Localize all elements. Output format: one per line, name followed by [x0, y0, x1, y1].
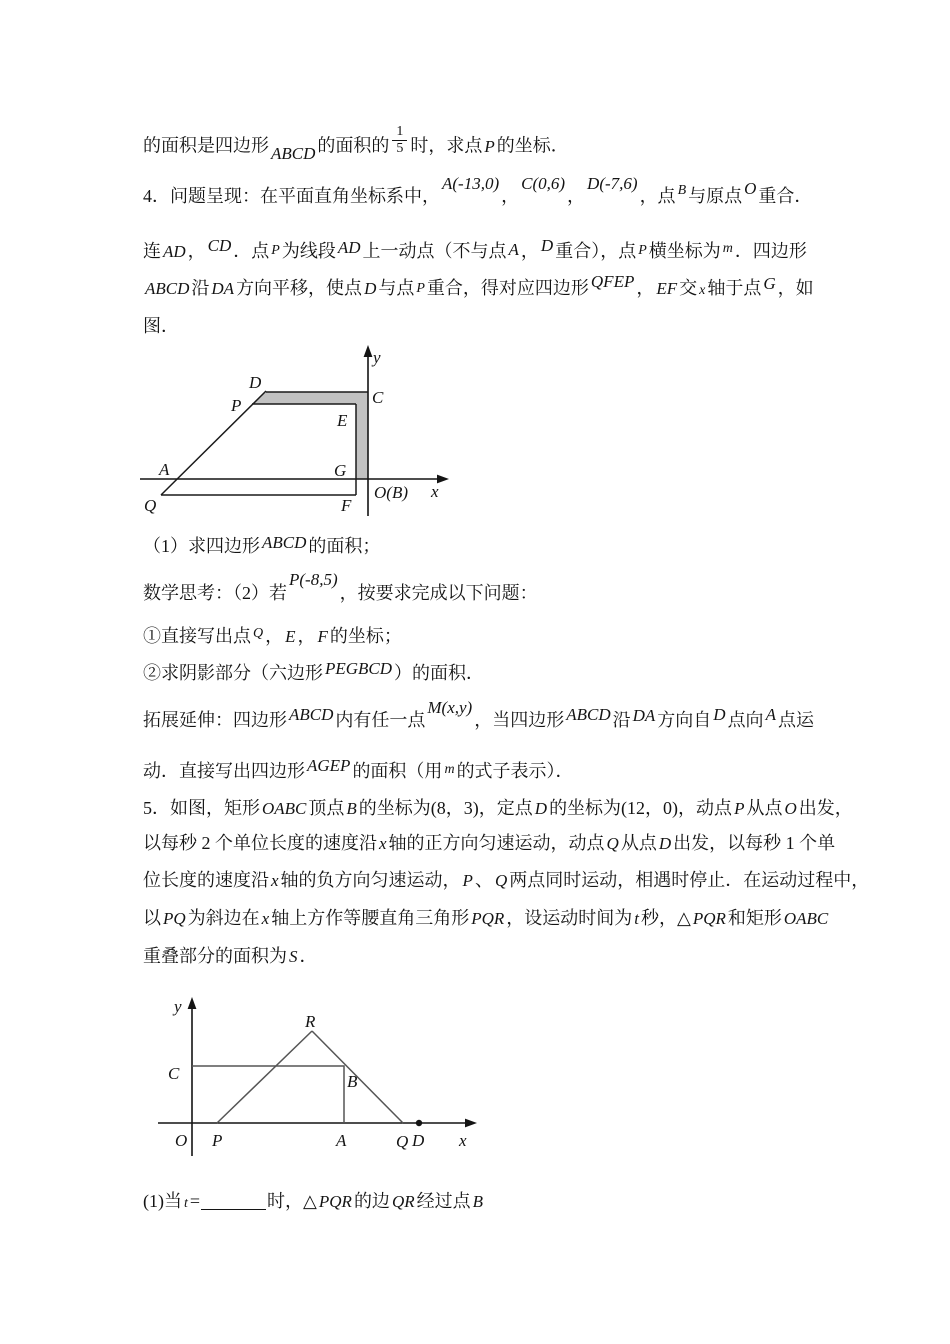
math-run: D [534, 799, 548, 818]
math-run: A [765, 705, 776, 724]
segment-PR [217, 1031, 312, 1123]
x-axis-arrow-icon [465, 1119, 477, 1128]
x-axis-label: x [431, 482, 439, 501]
math-run: Q [606, 834, 619, 853]
math-run: D [540, 236, 554, 255]
math-run: G [763, 274, 776, 293]
math-run: PQR [692, 909, 726, 928]
math-run: P(-8,5) [289, 570, 338, 589]
point-label-Q: Q [144, 496, 157, 515]
text-run: ， [501, 186, 520, 206]
text-run: 和矩形 [727, 908, 782, 928]
point-label-R: R [305, 1012, 316, 1031]
text-run: 重叠部分的面积为 [143, 946, 287, 966]
text-run: 交 [679, 278, 698, 298]
text-run: 的面积（用 [352, 761, 443, 781]
point-label-D: D [412, 1131, 425, 1150]
text-run: 内有任一点 [335, 710, 426, 730]
math-run: O [744, 179, 757, 198]
text-run: ．点 [233, 241, 270, 261]
y-axis-arrow-icon [364, 345, 373, 357]
math-run: m [444, 762, 455, 777]
text-run: 位长度的速度沿 [143, 870, 269, 890]
figure2-coordinate-diagram [150, 990, 490, 1162]
text-run: 与点 [378, 278, 415, 298]
math-run: Q [494, 871, 508, 890]
point-label-P: P [212, 1131, 223, 1150]
math-run: B [677, 183, 687, 198]
text-line [143, 570, 538, 606]
text-run: 时，△ [267, 1191, 317, 1211]
math-run: CD [207, 236, 232, 255]
text-run: 秒，△ [641, 908, 691, 928]
math-run: B [346, 799, 357, 818]
text-run: 沿 [612, 710, 631, 730]
point-label-A: A [159, 460, 170, 479]
text-run: 动．直接写出四边形 [143, 761, 305, 781]
math-run: P [638, 243, 647, 258]
text-run: ， [636, 278, 655, 298]
text-line [143, 944, 318, 969]
math-run: Q [253, 626, 264, 641]
text-run: 点向 [727, 710, 764, 730]
math-run: P [734, 799, 745, 818]
text-run: ， [187, 241, 206, 261]
math-run: A(-13,0) [442, 174, 500, 193]
math-run: x [261, 909, 270, 928]
point-label-G: G [334, 461, 347, 480]
text-run: ，如 [777, 278, 814, 298]
text-line [143, 661, 484, 686]
fraction-denominator: 5 [396, 141, 404, 157]
math-run: PQR [318, 1192, 352, 1211]
text-run: 的坐标； [329, 626, 402, 646]
x-axis-arrow-icon [437, 475, 449, 484]
math-run: x [699, 283, 706, 298]
text-run: 重合，得对应四边形 [426, 278, 589, 298]
math-run: ABCD [145, 279, 190, 298]
text-run: 从点 [620, 833, 657, 853]
text-run: 沿 [191, 278, 210, 298]
text-run: 出发，以每秒 1 个单 [673, 833, 836, 853]
math-run: B [472, 1192, 483, 1211]
math-run: QR [391, 1192, 415, 1211]
text-run: 时，求点 [410, 135, 483, 156]
text-run: ， [265, 626, 284, 646]
text-line [143, 756, 574, 786]
y-axis-label: y [373, 348, 381, 367]
math-run: E [285, 627, 296, 646]
point-label-C: C [168, 1064, 180, 1083]
text-run: 、 [474, 870, 493, 890]
math-run: D [713, 705, 726, 724]
text-run: (1)当 [143, 1191, 182, 1211]
text-run: 轴上方作等腰直角三角形 [271, 908, 470, 928]
math-run: F [317, 627, 328, 646]
text-run: ，按要求完成以下问题： [339, 583, 538, 603]
text-run: 图． [143, 316, 179, 336]
point-D-dot [416, 1120, 422, 1126]
text-run: 重合），点 [555, 241, 637, 261]
text-line [143, 796, 853, 821]
text-run: 点运 [777, 710, 814, 730]
fraction [392, 124, 407, 157]
text-run: 拓展延伸：四边形 [143, 710, 287, 730]
math-run: x [271, 871, 279, 890]
text-run: ， [567, 186, 586, 206]
shaded-region-PEGBCD [252, 392, 368, 479]
math-run: PEGBCD [325, 659, 393, 678]
text-run: 重合． [758, 186, 813, 206]
math-run: PQ [163, 909, 186, 928]
text-line [143, 534, 380, 559]
text-run: ，点 [639, 186, 676, 206]
text-run: 4．问题呈现：在平面直角坐标系中， [143, 186, 440, 206]
text-run: ①直接写出点 [143, 626, 251, 646]
math-run: A [508, 240, 519, 259]
math-run: DA [632, 706, 656, 725]
origin-label-OB: O(B) [374, 483, 408, 502]
math-run: m [722, 241, 733, 256]
point-label-Q: Q [396, 1132, 409, 1151]
text-line [143, 174, 813, 211]
blank-underline [201, 1192, 266, 1210]
text-run: 顶点 [308, 798, 345, 818]
math-run: C(0,6) [521, 174, 566, 193]
text-run: 从点 [746, 798, 783, 818]
text-run: 与原点 [688, 186, 743, 206]
text-line [143, 272, 814, 303]
math-run: x [379, 834, 387, 853]
math-run: D [364, 279, 377, 298]
text-run: 的式子表示）． [456, 761, 574, 781]
text-run: = [189, 1191, 201, 1211]
text-run: 轴的正方向匀速运动，动点 [388, 833, 605, 853]
y-axis-arrow-icon [188, 997, 197, 1009]
text-run: 方向平移，使点 [236, 278, 363, 298]
figure1-coordinate-diagram [130, 340, 460, 524]
text-run: ．四边形 [734, 241, 807, 261]
origin-label-O: O [175, 1131, 188, 1150]
math-run: ABCD [262, 533, 307, 552]
text-run: ）的面积． [394, 663, 485, 683]
text-line [143, 124, 569, 164]
math-run: t [634, 909, 639, 928]
text-run: 横坐标为 [648, 241, 721, 261]
math-run: OABC [783, 909, 829, 928]
text-line [143, 314, 179, 339]
text-run: 数学思考：（2）若 [143, 583, 287, 603]
text-line [143, 624, 402, 651]
math-run: PQR [471, 909, 505, 928]
text-run: 经过点 [416, 1191, 471, 1211]
text-run: 为斜边在 [187, 908, 260, 928]
text-run: 连 [143, 241, 161, 261]
text-run: 两点同时运动，相遇时停止．在运动过程中， [509, 870, 870, 890]
text-run: 为线段 [281, 241, 336, 261]
math-run: ABCD [566, 705, 611, 724]
text-run: 5．如图，矩形 [143, 798, 260, 818]
math-run: OABC [262, 799, 307, 818]
point-label-D: D [249, 373, 262, 392]
x-axis-label: x [459, 1131, 467, 1150]
text-line [143, 831, 835, 856]
text-run: ． [299, 946, 318, 966]
text-run: 方向自 [657, 710, 712, 730]
math-run: AD [337, 238, 361, 257]
point-label-P: P [231, 396, 242, 415]
math-run: M(x,y) [427, 698, 473, 717]
math-run: S [289, 947, 298, 966]
text-run: 出发， [798, 798, 853, 818]
text-run: 以 [143, 908, 161, 928]
y-axis-label: y [174, 997, 182, 1016]
point-label-C: C [372, 388, 384, 407]
math-run: D(-7,6) [587, 174, 638, 193]
text-line [143, 236, 807, 266]
text-run: （1）求四边形 [143, 536, 260, 556]
point-label-A: A [336, 1131, 347, 1150]
text-run: 的坐标为(8，3)，定点 [358, 798, 533, 818]
text-run: ②求阴影部分（六边形 [143, 663, 323, 683]
point-label-B: B [347, 1072, 358, 1091]
math-run: t [184, 1196, 188, 1211]
math-run: QFEP [590, 272, 635, 291]
text-run: ， [520, 241, 539, 261]
math-run: O [784, 799, 797, 818]
text-run: 以每秒 2 个单位长度的速度沿 [143, 833, 377, 853]
math-run: EF [656, 279, 678, 298]
math-run: ABCD [271, 143, 316, 163]
math-run: DA [211, 279, 235, 298]
math-run: P [484, 136, 495, 156]
segment-RQ [312, 1031, 403, 1123]
math-run: AGEP [307, 756, 351, 775]
math-run: ABCD [289, 705, 334, 724]
text-line [143, 698, 814, 733]
text-run: 的面积是四边形 [143, 135, 269, 156]
text-run: 轴于点 [707, 278, 762, 298]
text-run: 的坐标． [496, 135, 569, 156]
text-run: 的坐标为(12，0)，动点 [549, 798, 733, 818]
text-run: ，当四边形 [474, 710, 565, 730]
math-run: D [658, 834, 672, 853]
math-run: P [416, 281, 425, 296]
text-run: ， [297, 626, 316, 646]
point-label-E: E [337, 411, 348, 430]
math-run: AD [163, 242, 186, 261]
text-run: 上一动点（不与点 [362, 241, 507, 261]
text-run: 的边 [353, 1191, 390, 1211]
text-run: ，设运动时间为 [506, 908, 633, 928]
text-line [143, 868, 869, 893]
text-line [143, 906, 830, 931]
math-run: P [462, 871, 473, 890]
fraction-numerator: 1 [392, 124, 407, 141]
text-run: 轴的负方向匀速运动， [280, 870, 461, 890]
text-run: 的面积； [308, 536, 381, 556]
text-line [143, 1189, 485, 1216]
math-run: P [271, 243, 280, 258]
point-label-F: F [341, 496, 352, 515]
text-run: 的面积的 [317, 135, 390, 156]
